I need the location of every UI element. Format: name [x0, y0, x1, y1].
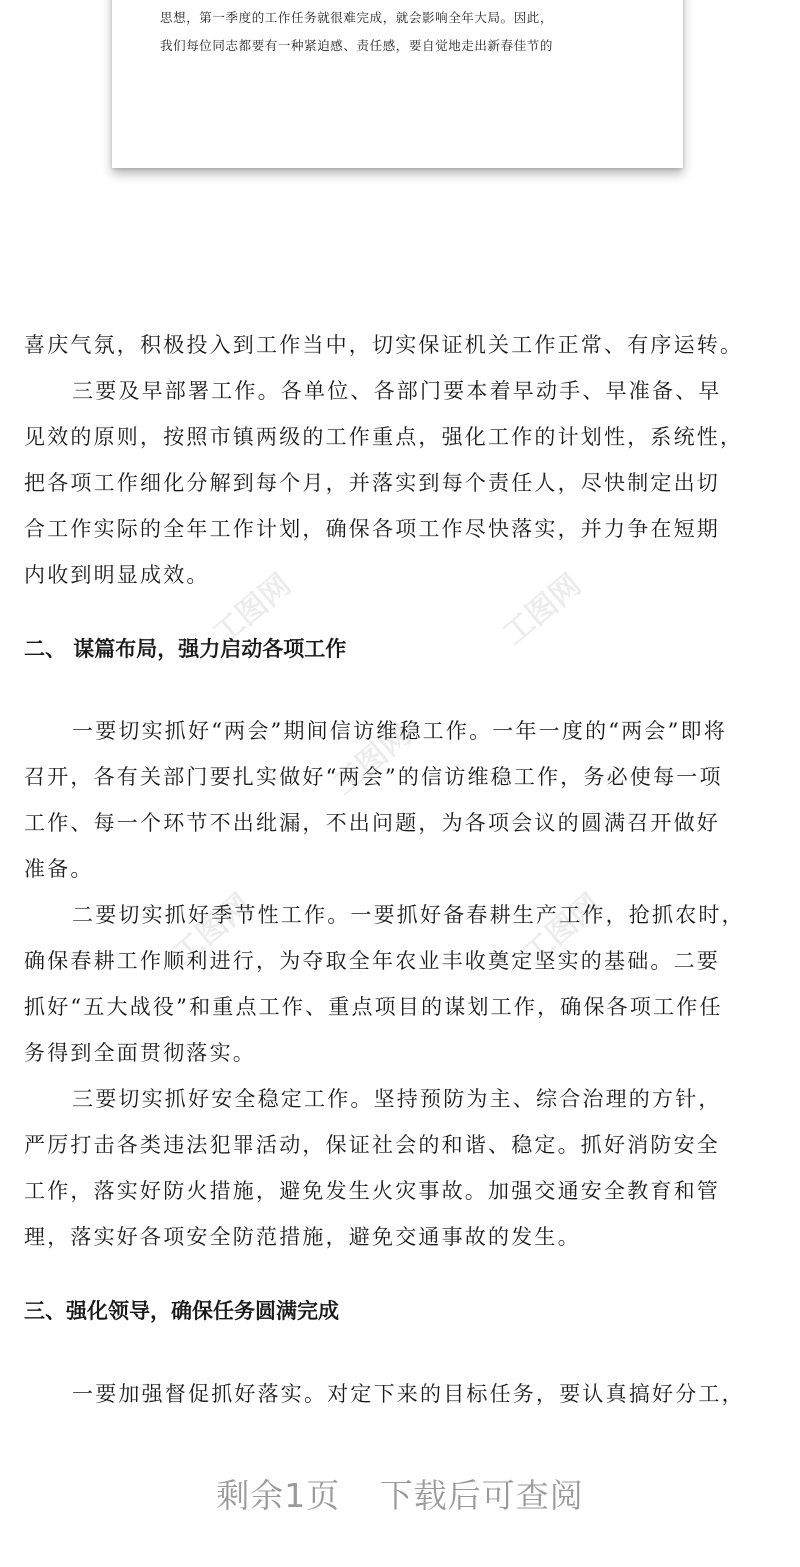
text-line: 合工作实际的全年工作计划，确保各项工作尽快落实，并力争在短期	[24, 517, 720, 541]
text-line: 务得到全面贯彻落实。	[24, 1041, 256, 1065]
text-line: 喜庆气氛，积极投入到工作当中，切实保证机关工作正常、有序运转。	[24, 333, 744, 357]
watermark: 工图网	[206, 567, 298, 653]
text-line: 见效的原则，按照市镇两级的工作重点，强化工作的计划性，系统性，	[24, 425, 744, 449]
text-line: 二要切实抓好季节性工作。一要抓好备春耕生产工作，抢抓农时，	[72, 903, 745, 927]
section-heading: 三、强化领导，确保任务圆满完成	[24, 1299, 339, 1323]
text-line: 确保春耕工作顺利进行，为夺取全年农业丰收奠定坚实的基础。二要	[24, 949, 720, 973]
text-line: 三要切实抓好安全稳定工作。坚持预防为主、综合治理的方针，	[72, 1087, 722, 1111]
text-line: 一要切实抓好“两会”期间信访维稳工作。一年一度的“两会”即将	[72, 719, 727, 743]
text-line: 严厉打击各类违法犯罪活动，保证社会的和谐、稳定。抓好消防安全	[24, 1133, 720, 1157]
text-line: 准备。	[24, 857, 94, 881]
watermark: 工图网	[516, 887, 608, 973]
card-text-line: 思想，第一季度的工作任务就很难完成，就会影响全年大局。因此，	[160, 10, 554, 25]
watermark: 工图网	[496, 567, 588, 653]
text-line: 理，落实好各项安全防范措施，避免交通事故的发生。	[24, 1225, 581, 1249]
text-line: 工作，落实好防火措施，避免发生火灾事故。加强交通安全教育和管	[24, 1179, 720, 1203]
preview-page-card	[112, 0, 683, 168]
text-line: 召开，各有关部门要扎实做好“两会”的信访维稳工作，务必使每一项	[24, 765, 723, 789]
text-line: 三要及早部署工作。各单位、各部门要本着早动手、早准备、早	[72, 379, 722, 403]
section-heading: 二、 谋篇布局，强力启动各项工作	[24, 637, 347, 661]
card-text-line: 我们每位同志都要有一种紧迫感、责任感，要自觉地走出新春佳节的	[160, 38, 554, 53]
download-to-view-label[interactable]: 下载后可查阅	[379, 1476, 584, 1515]
remaining-pages-label: 剩余1页	[216, 1476, 341, 1515]
download-prompt[interactable]	[0, 1470, 800, 1517]
watermark: 工图网	[326, 717, 418, 803]
text-line: 抓好“五大战役”和重点工作、重点项目的谋划工作，确保各项工作任	[24, 995, 723, 1019]
text-line: 内收到明显成效。	[24, 563, 210, 587]
watermark: 工图网	[166, 887, 258, 973]
text-line: 工作、每一个环节不出纰漏，不出问题，为各项会议的圆满召开做好	[24, 811, 720, 835]
text-line: 把各项工作细化分解到每个月，并落实到每个责任人，尽快制定出切	[24, 471, 720, 495]
text-line: 一要加强督促抓好落实。对定下来的目标任务，要认真搞好分工，	[72, 1382, 745, 1406]
